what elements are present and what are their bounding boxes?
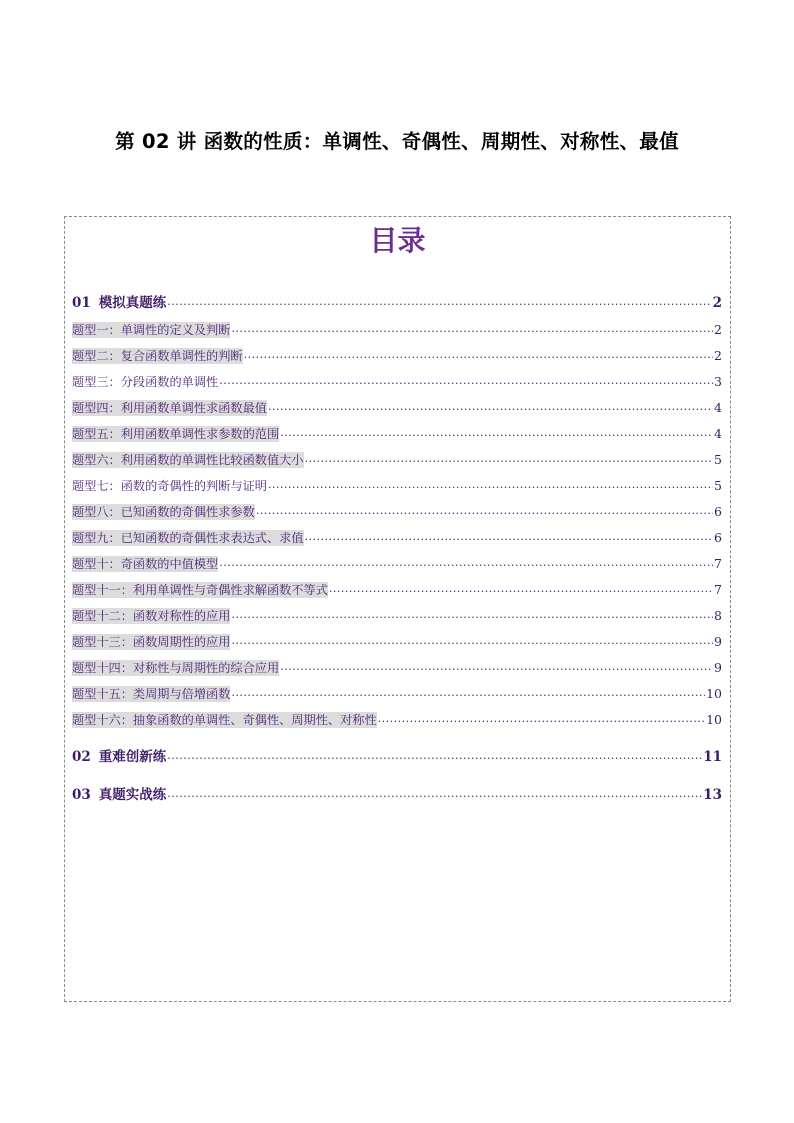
toc-item-label: 题型十二：函数对称性的应用 [72, 609, 231, 623]
toc-leader-dots [305, 452, 713, 466]
toc-page-number: 5 [714, 452, 722, 467]
toc-page-number: 11 [703, 749, 722, 765]
toc-leader-dots [268, 478, 713, 492]
toc-leader-dots [167, 295, 711, 309]
toc-leader-dots [244, 348, 713, 362]
toc-item-9[interactable] [72, 528, 722, 546]
toc-page-number: 2 [712, 295, 722, 311]
toc-page-number: 9 [714, 660, 722, 675]
toc-item-6[interactable] [72, 450, 722, 468]
toc-page-number: 8 [714, 608, 722, 623]
toc-item-label: 题型七：函数的奇偶性的判断与证明 [72, 479, 267, 493]
toc-item-label: 题型四：利用函数单调性求函数最值 [72, 401, 267, 415]
toc-item-8[interactable] [72, 502, 722, 520]
toc-section-label [72, 749, 166, 765]
toc-item-label: 题型六：利用函数的单调性比较函数值大小 [72, 453, 304, 467]
toc-heading: 目录 [369, 224, 426, 257]
toc-leader-dots [231, 686, 705, 700]
toc-section-label [72, 787, 166, 803]
toc-item-label: 题型五：利用函数单调性求参数的范围 [72, 427, 280, 441]
toc-item-7[interactable] [72, 476, 722, 494]
toc-item-3[interactable] [72, 372, 722, 390]
toc-item-11[interactable] [72, 580, 722, 598]
toc-item-label: 题型三：分段函数的单调性 [72, 375, 219, 389]
toc-section-number: 02 [72, 749, 91, 765]
toc-section-title: 重难创新练 [98, 749, 167, 765]
toc-page-number: 4 [714, 400, 722, 415]
toc-page-number: 6 [714, 504, 722, 519]
toc-page-number: 3 [714, 374, 722, 389]
toc-item-label: 题型十三：函数周期性的应用 [72, 635, 231, 649]
toc-leader-dots [280, 660, 713, 674]
toc-section-03[interactable] [72, 785, 722, 803]
toc-section-number: 03 [72, 787, 91, 803]
document-title: 第 02 讲 函数的性质：单调性、奇偶性、周期性、对称性、最值 [115, 130, 679, 153]
table-of-contents [64, 216, 731, 1002]
toc-item-1[interactable] [72, 320, 722, 338]
toc-page-number: 10 [706, 712, 722, 727]
toc-item-label: 题型九：已知函数的奇偶性求表达式、求值 [72, 531, 304, 545]
toc-item-4[interactable] [72, 398, 722, 416]
toc-leader-dots [219, 374, 713, 388]
toc-leader-dots [329, 582, 713, 596]
toc-section-label [72, 295, 166, 311]
toc-item-label: 题型十五：类周期与倍增函数 [72, 687, 231, 701]
toc-page-number: 7 [714, 556, 722, 571]
toc-item-2[interactable] [72, 346, 722, 364]
toc-leader-dots [167, 787, 702, 801]
toc-page-number: 5 [714, 478, 722, 493]
toc-leader-dots [231, 608, 713, 622]
toc-leader-dots [231, 322, 713, 336]
toc-item-12[interactable] [72, 606, 722, 624]
toc-section-01[interactable] [72, 293, 722, 311]
toc-section-number: 01 [72, 295, 91, 311]
toc-page-number: 9 [714, 634, 722, 649]
toc-section-title: 模拟真题练 [98, 295, 167, 311]
toc-leader-dots [167, 749, 702, 763]
toc-leader-dots [231, 634, 713, 648]
toc-leader-dots [305, 530, 713, 544]
toc-page-number: 2 [714, 322, 722, 337]
toc-item-label: 题型八：已知函数的奇偶性求参数 [72, 505, 255, 519]
toc-page-number: 6 [714, 530, 722, 545]
toc-item-14[interactable] [72, 658, 722, 676]
toc-leader-dots [268, 400, 713, 414]
toc-item-label: 题型十六：抽象函数的单调性、奇偶性、周期性、对称性 [72, 713, 377, 727]
toc-page-number: 13 [703, 787, 722, 803]
toc-section-02[interactable] [72, 747, 722, 765]
toc-item-label: 题型二：复合函数单调性的判断 [72, 349, 243, 363]
toc-page-number: 10 [706, 686, 722, 701]
toc-leader-dots [219, 556, 713, 570]
toc-page-number: 4 [714, 426, 722, 441]
toc-item-15[interactable] [72, 684, 722, 702]
toc-leader-dots [280, 426, 713, 440]
toc-item-13[interactable] [72, 632, 722, 650]
toc-item-label: 题型十四：对称性与周期性的综合应用 [72, 661, 280, 675]
toc-item-label: 题型十：奇函数的中值模型 [72, 557, 219, 571]
toc-item-16[interactable] [72, 710, 722, 728]
toc-item-10[interactable] [72, 554, 722, 572]
toc-page-number: 7 [714, 582, 722, 597]
toc-item-label: 题型十一：利用单调性与奇偶性求解函数不等式 [72, 583, 328, 597]
toc-page-number: 2 [714, 348, 722, 363]
toc-leader-dots [378, 712, 705, 726]
toc-item-5[interactable] [72, 424, 722, 442]
toc-section-title: 真题实战练 [98, 787, 167, 803]
toc-item-label: 题型一：单调性的定义及判断 [72, 323, 231, 337]
toc-leader-dots [256, 504, 713, 518]
